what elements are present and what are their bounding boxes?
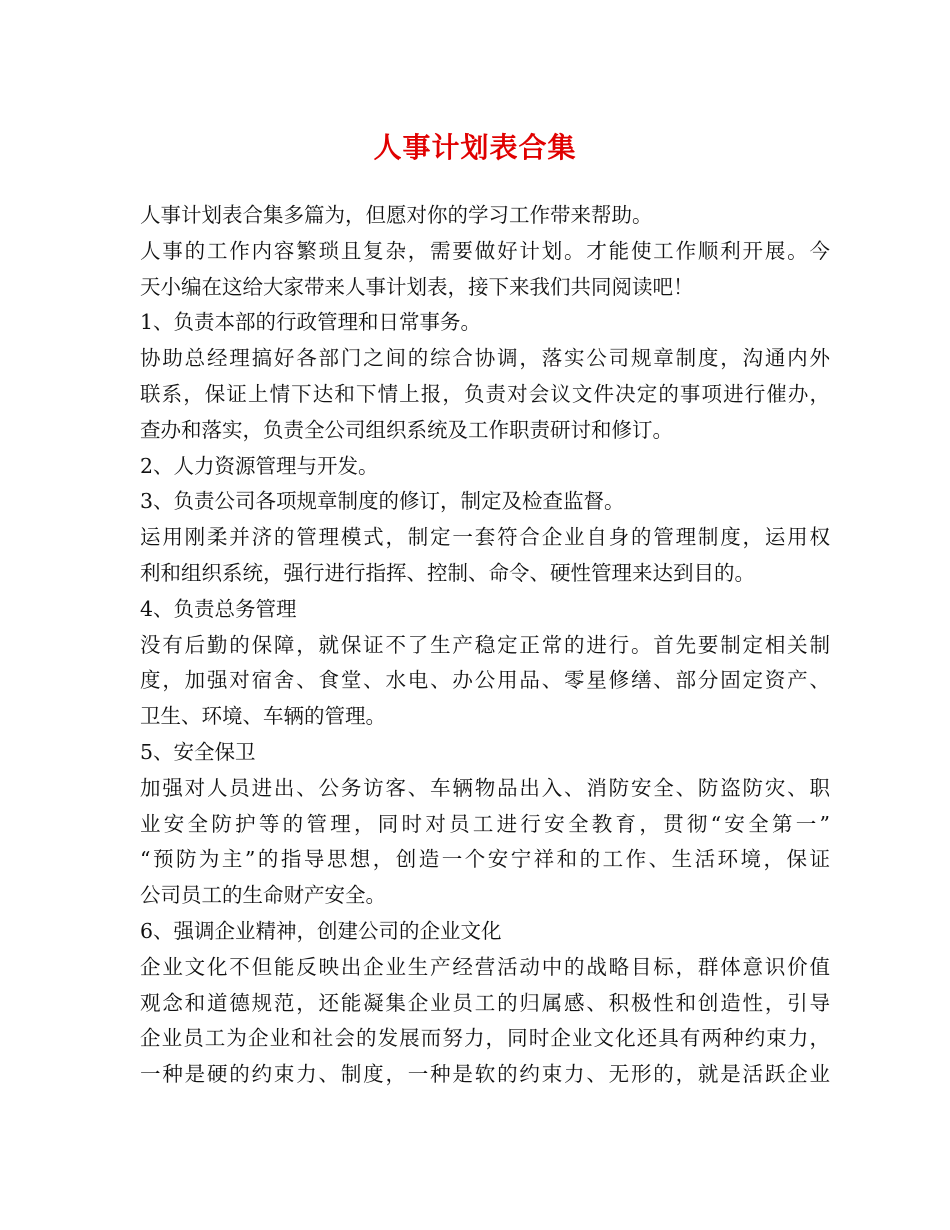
paragraph-line: 协助总经理搞好各部门之间的综合协调，落实公司规章制度，沟通内外 bbox=[140, 346, 830, 371]
paragraph-line: 卫生、环境、车辆的管理。 bbox=[140, 704, 386, 729]
paragraph-line: 业安全防护等的管理，同时对员工进行安全教育，贯彻“安全第一” bbox=[140, 811, 830, 836]
paragraph-line: 企业文化不但能反映出企业生产经营活动中的战略目标，群体意识价值 bbox=[140, 954, 830, 979]
paragraph-line: 天小编在这给大家带来人事计划表，接下来我们共同阅读吧！ bbox=[140, 274, 694, 299]
paragraph-line: 查办和落实，负责全公司组织系统及工作职责研讨和修订。 bbox=[140, 417, 673, 442]
paragraph-line: 联系，保证上情下达和下情上报，负责对会议文件决定的事项进行催办， bbox=[140, 381, 830, 406]
paragraph-line: 利和组织系统，强行进行指挥、控制、命令、硬性管理来达到目的。 bbox=[140, 560, 755, 585]
paragraph-line: 一种是硬的约束力、制度，一种是软的约束力、无形的，就是活跃企业 bbox=[140, 1062, 830, 1087]
paragraph-line: “预防为主”的指导思想，创造一个安宁祥和的工作、生活环境，保证 bbox=[140, 847, 830, 872]
section-heading: 1、负责本部的行政管理和日常事务。 bbox=[140, 310, 482, 335]
paragraph-line: 观念和道德规范，还能凝集企业员工的归属感、积极性和创造性，引导 bbox=[140, 990, 830, 1015]
section-heading: 5、安全保卫 bbox=[140, 739, 256, 764]
paragraph-line: 运用刚柔并济的管理模式，制定一套符合企业自身的管理制度，运用权 bbox=[140, 525, 830, 550]
paragraph-line: 公司员工的生命财产安全。 bbox=[140, 883, 386, 908]
section-heading: 3、负责公司各项规章制度的修订，制定及检查监督。 bbox=[140, 489, 625, 514]
section-heading: 6、强调企业精神，创建公司的企业文化 bbox=[140, 918, 502, 943]
paragraph-line: 人事计划表合集多篇为，但愿对你的学习工作带来帮助。 bbox=[140, 203, 653, 227]
paragraph-line: 度，加强对宿舍、食堂、水电、办公用品、零星修缮、部分固定资产、 bbox=[140, 668, 830, 693]
paragraph-line: 没有后勤的保障，就保证不了生产稳定正常的进行。首先要制定相关制 bbox=[140, 632, 830, 657]
paragraph-line: 人事的工作内容繁琐且复杂，需要做好计划。才能使工作顺利开展。今 bbox=[140, 238, 830, 263]
paragraph-line: 加强对人员进出、公务访客、车辆物品出入、消防安全、防盗防灾、职 bbox=[140, 775, 830, 800]
document-body bbox=[140, 198, 830, 1093]
document-title: 人事计划表合集 bbox=[373, 131, 577, 164]
paragraph-line: 企业员工为企业和社会的发展而努力，同时企业文化还具有两种约束力， bbox=[140, 1026, 830, 1051]
section-heading: 2、人力资源管理与开发。 bbox=[140, 453, 379, 478]
section-heading: 4、负责总务管理 bbox=[140, 596, 297, 621]
